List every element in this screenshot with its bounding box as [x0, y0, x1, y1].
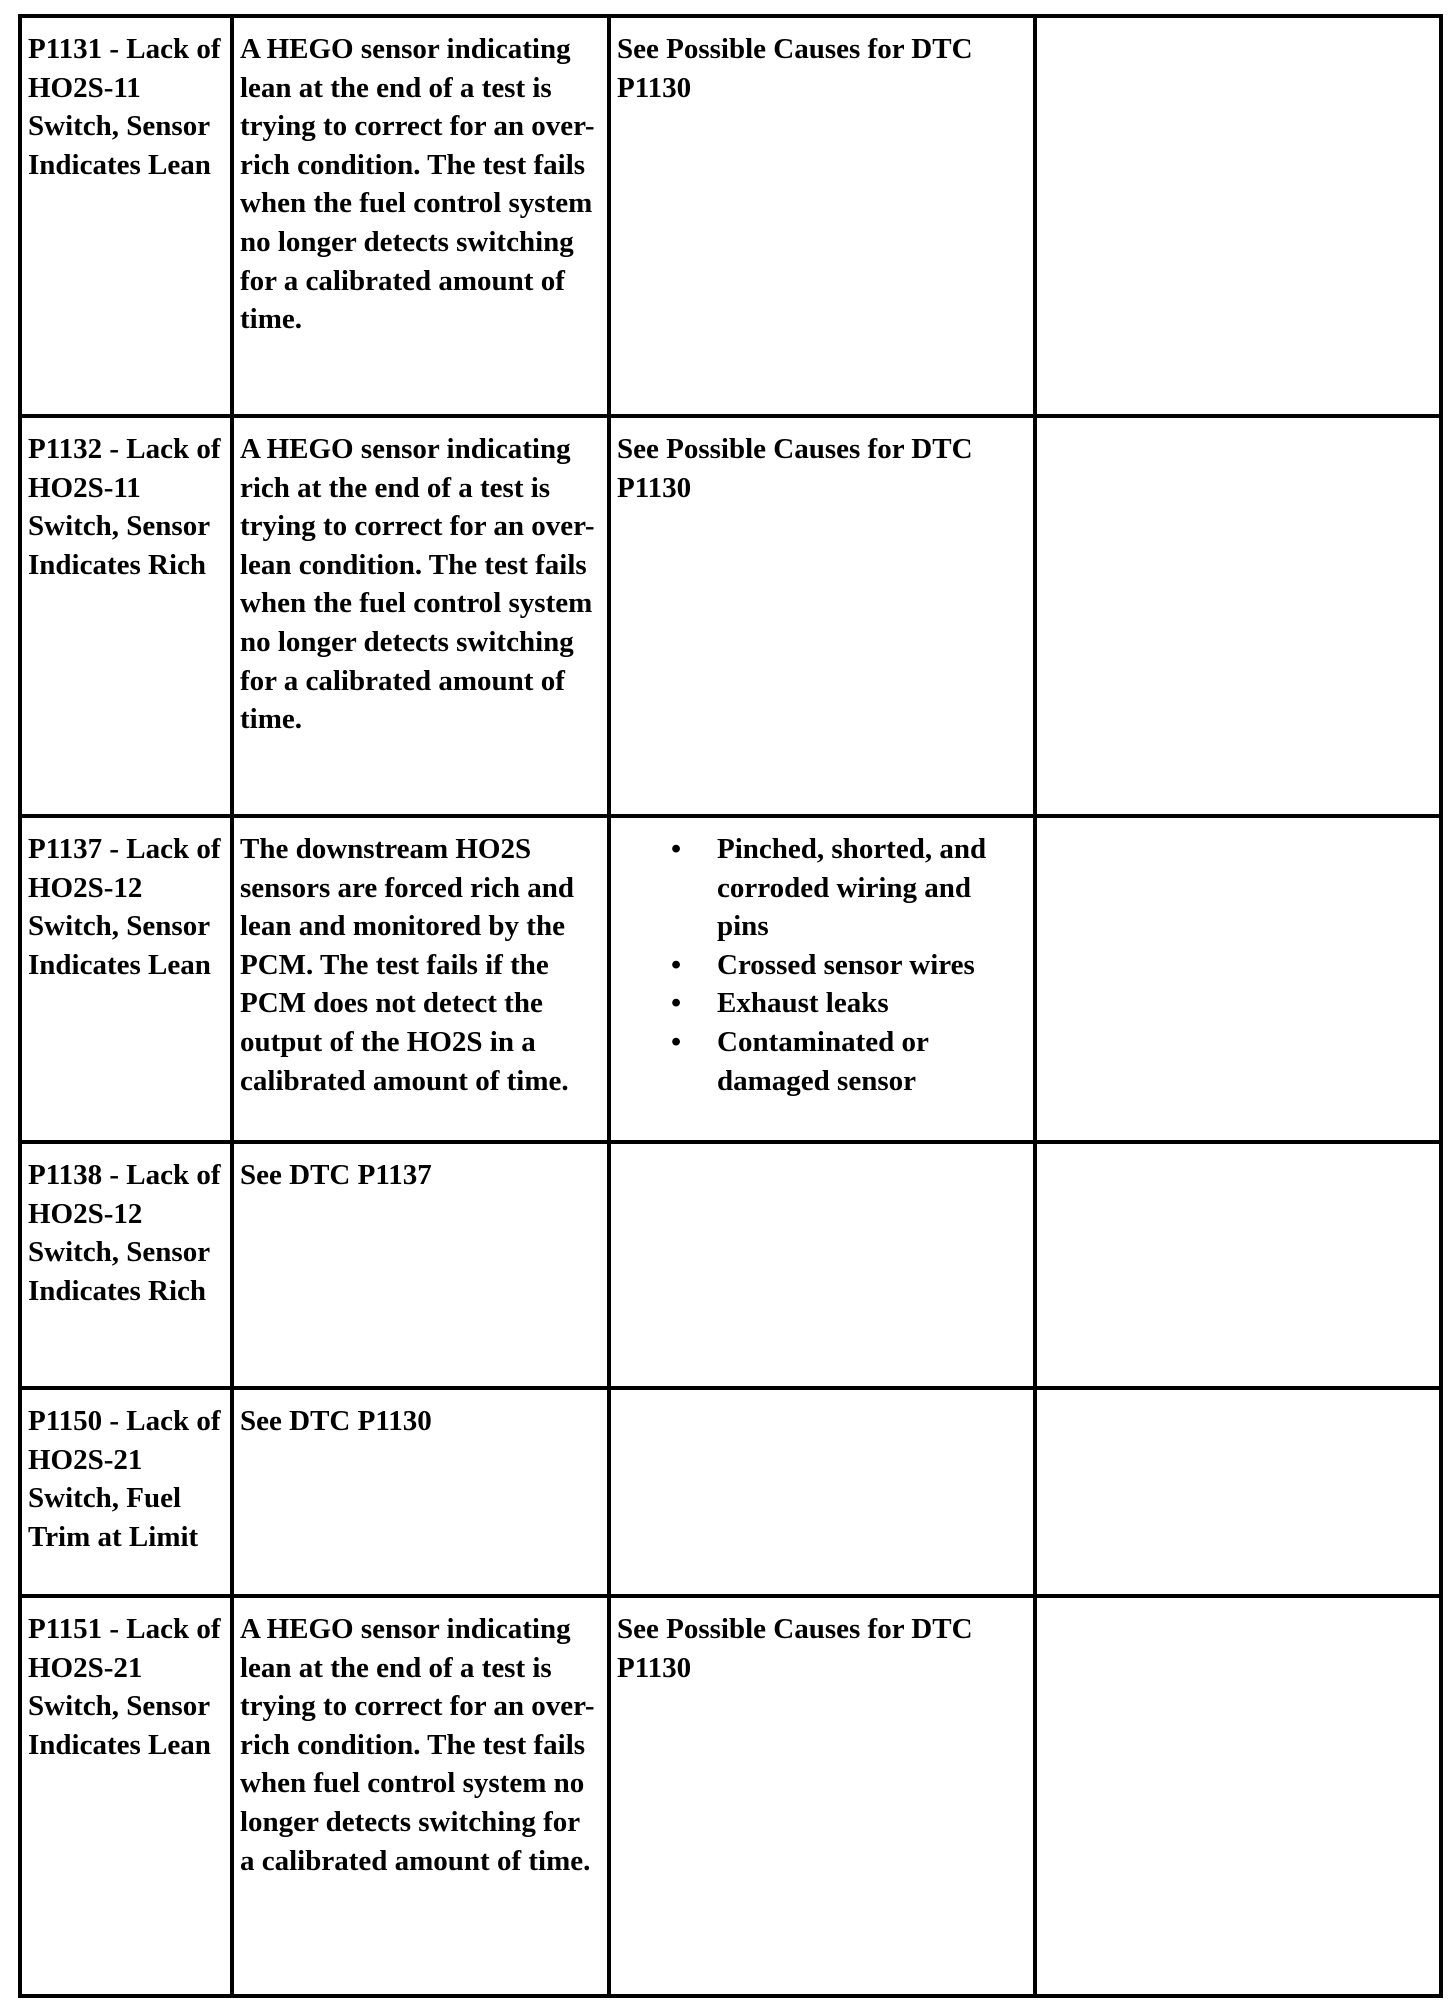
table-row: [20, 416, 1441, 816]
possible-causes-list: [617, 830, 1025, 1100]
dtc-causes-cell: See Possible Causes for DTC P1130: [609, 1596, 1035, 1996]
dtc-code-cell: P1131 - Lack of HO2S-11 Switch, Sensor Indicates Lean: [20, 16, 232, 416]
dtc-description-cell: See DTC P1130: [232, 1388, 609, 1596]
dtc-extra-cell: [1035, 416, 1441, 816]
dtc-description-cell: A HEGO sensor indicating rich at the end of a test is trying to correct for an over-lean condition. The test fails when the fuel control system no longer detects switching for a calibrated amount of time.: [232, 416, 609, 816]
dtc-table: [18, 14, 1443, 1998]
dtc-code-cell: P1151 - Lack of HO2S-21 Switch, Sensor Indicates Lean: [20, 1596, 232, 1996]
dtc-causes-cell: [609, 1388, 1035, 1596]
dtc-causes-cell: See Possible Causes for DTC P1130: [609, 416, 1035, 816]
dtc-causes-cell: [609, 1142, 1035, 1388]
bullet-icon: •: [671, 948, 682, 981]
dtc-code-cell: P1132 - Lack of HO2S-11 Switch, Sensor Indicates Rich: [20, 416, 232, 816]
table-row: [20, 1596, 1441, 1996]
dtc-code-cell: P1150 - Lack of HO2S-21 Switch, Fuel Trim at Limit: [20, 1388, 232, 1596]
table-row: [20, 816, 1441, 1142]
dtc-causes-cell: [609, 816, 1035, 1142]
cause-text: Pinched, shorted, and corroded wiring and pins: [717, 833, 987, 943]
list-item: [617, 1023, 1025, 1100]
dtc-description-cell: A HEGO sensor indicating lean at the end of a test is trying to correct for an over-rich condition. The test fails when fuel control system no longer detects switching for a calibrated amount of time.: [232, 1596, 609, 1996]
dtc-description-cell: The downstream HO2S sensors are forced rich and lean and monitored by the PCM. The test fails if the PCM does not detect the output of the HO2S in a calibrated amount of time.: [232, 816, 609, 1142]
cause-text: Crossed sensor wires: [717, 948, 975, 981]
list-item: [617, 984, 1025, 1023]
dtc-causes-cell: See Possible Causes for DTC P1130: [609, 16, 1035, 416]
table-row: [20, 16, 1441, 416]
cause-text: Exhaust leaks: [717, 987, 889, 1020]
dtc-description-cell: See DTC P1137: [232, 1142, 609, 1388]
dtc-extra-cell: [1035, 1596, 1441, 1996]
dtc-extra-cell: [1035, 1142, 1441, 1388]
bullet-icon: •: [671, 987, 682, 1020]
bullet-icon: •: [671, 833, 682, 865]
dtc-code-cell: P1137 - Lack of HO2S-12 Switch, Sensor Indicates Lean: [20, 816, 232, 1142]
list-item: [617, 946, 1025, 985]
dtc-extra-cell: [1035, 816, 1441, 1142]
table-row: [20, 1142, 1441, 1388]
dtc-extra-cell: [1035, 1388, 1441, 1596]
bullet-icon: •: [671, 1025, 682, 1058]
dtc-extra-cell: [1035, 16, 1441, 416]
cause-text: Contaminated or damaged sensor: [717, 1025, 929, 1097]
table-row: [20, 1388, 1441, 1596]
dtc-code-cell: P1138 - Lack of HO2S-12 Switch, Sensor Indicates Rich: [20, 1142, 232, 1388]
list-item: [617, 830, 1025, 946]
dtc-description-cell: A HEGO sensor indicating lean at the end of a test is trying to correct for an over-rich condition. The test fails when the fuel control system no longer detects switching for a calibrated amount of time.: [232, 16, 609, 416]
